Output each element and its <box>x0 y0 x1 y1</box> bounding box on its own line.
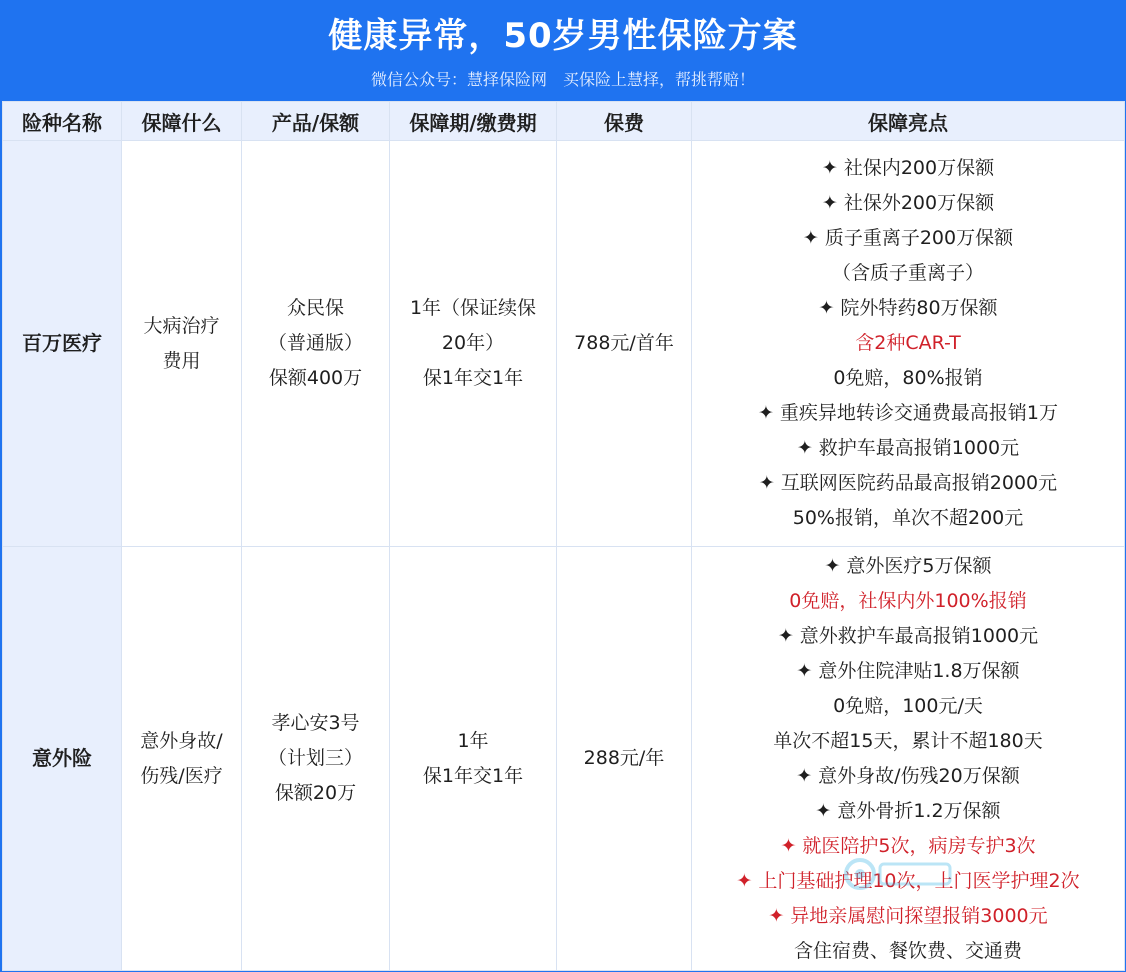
coverage-line: 费用 <box>162 349 201 372</box>
coverage-line: 伤残/医疗 <box>140 764 223 787</box>
highlight-text: 质子重离子200万保额 <box>824 227 1014 249</box>
column-header-period: 保障期/缴费期 <box>390 102 557 141</box>
highlight-item <box>692 619 1124 654</box>
highlight-item <box>692 501 1124 536</box>
highlight-text: 0免赔，80%报销 <box>833 367 983 389</box>
table-header-row <box>3 102 1125 141</box>
period-cell <box>390 141 557 547</box>
star-bullet-icon: ✦ <box>815 799 832 822</box>
highlight-item <box>692 864 1124 899</box>
highlights-cell <box>692 547 1125 971</box>
star-bullet-icon: ✦ <box>796 659 813 682</box>
highlight-text: 异地亲属慰问探望报销3000元 <box>790 904 1048 927</box>
coverage-line: 意外身故/ <box>140 729 223 752</box>
highlight-text: 救护车最高报销1000元 <box>818 437 1020 459</box>
star-bullet-icon: ✦ <box>736 869 753 892</box>
coverage-cell <box>122 141 242 547</box>
premium-cell: 288元/年 <box>557 547 692 971</box>
column-header-highlights: 保障亮点 <box>692 102 1125 141</box>
column-header-coverage: 保障什么 <box>122 102 242 141</box>
highlight-text: 上门基础护理10次，上门医学护理2次 <box>758 869 1080 892</box>
coverage-cell <box>122 547 242 971</box>
product-line: （计划三） <box>267 747 363 769</box>
star-bullet-icon: ✦ <box>821 192 838 214</box>
highlight-text: 0免赔，100元/天 <box>833 694 983 717</box>
highlight-text: 意外住院津贴1.8万保额 <box>818 659 1020 682</box>
product-line: 孝心安3号 <box>271 712 360 734</box>
star-bullet-icon: ✦ <box>758 472 775 494</box>
column-header-type: 险种名称 <box>3 102 122 141</box>
star-bullet-icon: ✦ <box>757 402 774 424</box>
period-cell <box>390 547 557 971</box>
highlight-item <box>692 396 1124 431</box>
star-bullet-icon: ✦ <box>821 157 838 179</box>
highlight-item <box>692 291 1124 326</box>
period-line: 1年 <box>457 729 489 752</box>
star-bullet-icon: ✦ <box>768 904 785 927</box>
column-header-product: 产品/保额 <box>242 102 390 141</box>
highlight-text: 院外特药80万保额 <box>840 297 998 319</box>
highlight-text: 含2种CAR-T <box>855 332 961 354</box>
highlights-cell <box>692 141 1125 547</box>
table-row-accident <box>3 547 1125 971</box>
highlight-text: （含质子重离子） <box>831 262 984 284</box>
highlight-text: 单次不超15天，累计不超180天 <box>773 729 1043 752</box>
highlight-text: 意外医疗5万保额 <box>846 554 992 577</box>
insurance-type-cell: 意外险 <box>3 547 122 971</box>
coverage-line: 大病治疗 <box>143 314 220 337</box>
highlight-item <box>692 221 1124 256</box>
highlight-text: 意外身故/伤残20万保额 <box>818 764 1020 787</box>
highlight-item <box>692 759 1124 794</box>
highlight-text: 50%报销，单次不超200元 <box>792 507 1024 529</box>
highlight-item <box>692 724 1124 759</box>
highlight-text: 意外骨折1.2万保额 <box>837 799 1001 822</box>
highlight-text: 社保内200万保额 <box>843 157 995 179</box>
highlight-item <box>692 326 1124 361</box>
product-line: 众民保 <box>286 297 344 319</box>
highlight-text: 互联网医院药品最高报销2000元 <box>780 472 1058 494</box>
product-cell <box>242 547 390 971</box>
star-bullet-icon: ✦ <box>796 437 813 459</box>
table-row-medical <box>3 141 1125 547</box>
page-subtitle: 微信公众号：慧择保险网 买保险上慧择，帮挑帮赔！ <box>370 70 755 89</box>
star-bullet-icon: ✦ <box>777 624 794 647</box>
product-line: （普通版） <box>267 332 363 354</box>
product-line: 保额400万 <box>268 367 363 389</box>
star-bullet-icon: ✦ <box>824 554 841 577</box>
product-cell <box>242 141 390 547</box>
period-line: 20年） <box>441 332 505 354</box>
highlight-item <box>692 689 1124 724</box>
premium-cell: 788元/首年 <box>557 141 692 547</box>
highlight-item <box>692 431 1124 466</box>
highlight-item <box>692 584 1124 619</box>
period-line: 保1年交1年 <box>422 764 524 787</box>
highlight-text: 社保外200万保额 <box>843 192 995 214</box>
star-bullet-icon: ✦ <box>818 297 835 319</box>
plan-table <box>2 101 1125 971</box>
highlights-list <box>692 549 1124 969</box>
highlight-item <box>692 361 1124 396</box>
highlight-item <box>692 256 1124 291</box>
page-title: 健康异常，50岁男性保险方案 <box>328 16 798 56</box>
highlight-item <box>692 466 1124 501</box>
highlights-list <box>692 151 1124 536</box>
star-bullet-icon: ✦ <box>796 764 813 787</box>
period-line: 1年（保证续保 <box>409 297 537 319</box>
star-bullet-icon: ✦ <box>780 834 797 857</box>
column-header-premium: 保费 <box>557 102 692 141</box>
highlight-item <box>692 794 1124 829</box>
star-bullet-icon: ✦ <box>802 227 819 249</box>
highlight-item <box>692 899 1124 934</box>
highlight-item <box>692 186 1124 221</box>
highlight-text: 就医陪护5次，病房专护3次 <box>802 834 1036 857</box>
highlight-item <box>692 151 1124 186</box>
highlight-text: 0免赔，社保内外100%报销 <box>789 589 1027 612</box>
highlight-text: 意外救护车最高报销1000元 <box>799 624 1039 647</box>
highlight-text: 含住宿费、餐饮费、交通费 <box>793 939 1022 962</box>
highlight-text: 重疾异地转诊交通费最高报销1万 <box>779 402 1058 424</box>
insurance-type-cell: 百万医疗 <box>3 141 122 547</box>
highlight-item <box>692 549 1124 584</box>
highlight-item <box>692 654 1124 689</box>
highlight-item <box>692 934 1124 969</box>
product-line: 保额20万 <box>274 782 357 804</box>
highlight-item <box>692 829 1124 864</box>
period-line: 保1年交1年 <box>422 367 524 389</box>
header-banner <box>2 2 1124 101</box>
